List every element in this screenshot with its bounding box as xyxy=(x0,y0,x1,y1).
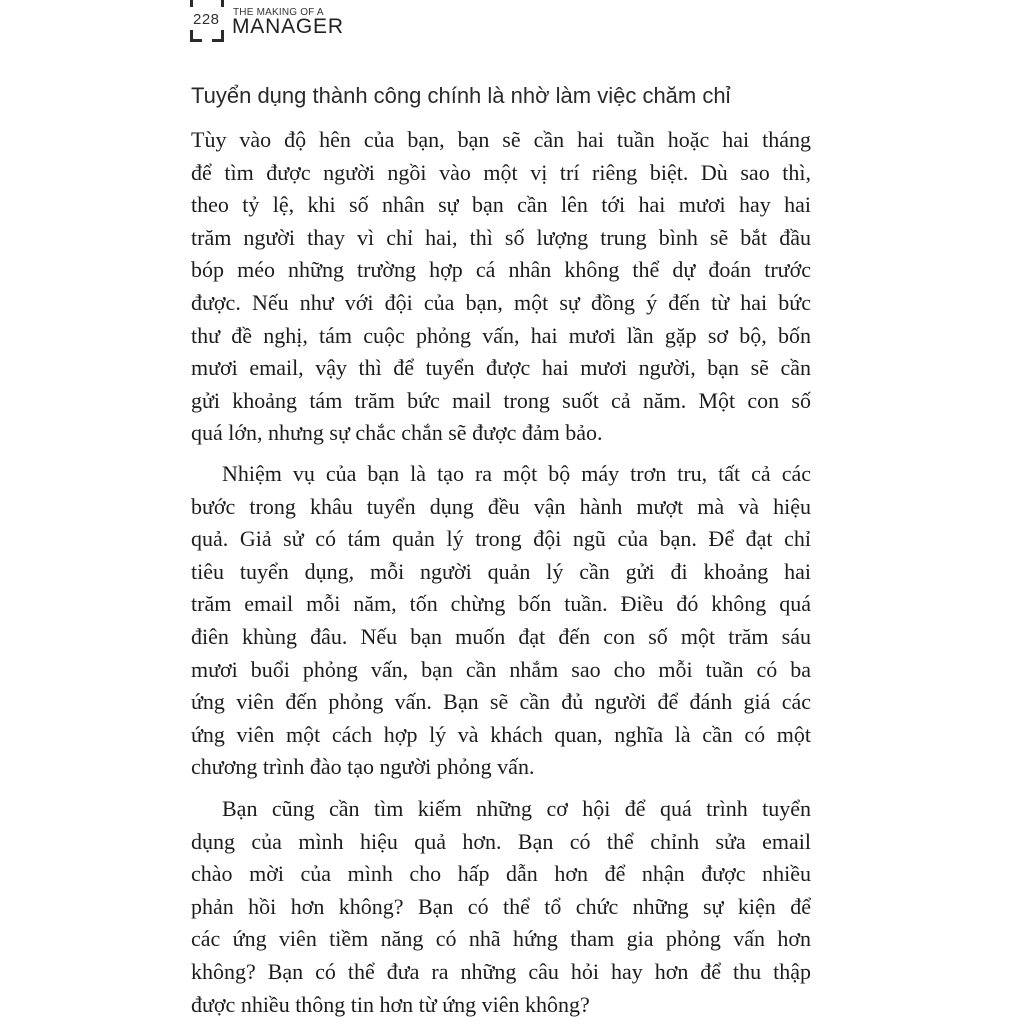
text-line: bóp méo những trường hợp cá nhân không thể dự đoán trước xyxy=(191,257,811,283)
text-line: bước trong khâu tuyển dụng đều vận hành mượt mà và hiệu xyxy=(191,493,811,519)
text-line: gửi khoảng tám trăm bức mail trong suốt cả năm. Một con số xyxy=(191,387,811,413)
text-line: quả. Giả sử có tám quản lý trong đội ngũ của bạn. Để đạt chỉ xyxy=(191,526,811,552)
text-line: ứng viên đến phỏng vấn. Bạn sẽ cần đủ người để đánh giá các xyxy=(191,689,811,715)
page-number: 228 xyxy=(193,11,220,28)
book-title-kicker: THE MAKING OF A xyxy=(233,7,324,18)
paragraph-2 xyxy=(191,458,811,784)
text-line: chương trình đào tạo người phỏng vấn. xyxy=(191,754,535,780)
page-number-frame xyxy=(190,0,202,7)
text-line: Bạn cũng cần tìm kiếm những cơ hội để quá trình tuyển xyxy=(222,796,811,821)
text-line: trăm người thay vì chỉ hai, thì số lượng trung bình sẽ bắt đầu xyxy=(191,224,811,250)
running-head xyxy=(190,0,390,44)
page-number-frame xyxy=(190,30,202,42)
text-line: được. Nếu như với đội của bạn, một sự đồng ý đến từ hai bức xyxy=(191,289,811,315)
text-line: ứng viên một cách hợp lý và khách quan, nghĩa là cần có một xyxy=(191,721,811,747)
text-line: phản hồi hơn không? Bạn có thể tổ chức những sự kiện để xyxy=(191,893,811,919)
text-line: tiêu tuyển dụng, mỗi người quản lý cần gửi đi khoảng hai xyxy=(191,558,811,584)
paragraph-1 xyxy=(191,124,811,450)
page-number-frame xyxy=(212,0,224,7)
text-line: theo tỷ lệ, khi số nhân sự bạn cần lên tới hai mươi hay hai xyxy=(191,192,811,218)
text-line: Nhiệm vụ của bạn là tạo ra một bộ máy trơn tru, tất cả các xyxy=(222,461,811,486)
text-line: điên khùng đâu. Nếu bạn muốn đạt đến con số một trăm sáu xyxy=(191,623,811,649)
text-line: mươi email, vậy thì để tuyển được hai mươi người, bạn sẽ cần xyxy=(191,355,811,381)
section-heading: Tuyển dụng thành công chính là nhờ làm việc chăm chỉ xyxy=(191,83,731,108)
text-line: các ứng viên tiềm năng có nhã hứng tham gia phỏng vấn hơn xyxy=(191,926,811,952)
text-line: được nhiều thông tin hơn từ ứng viên không? xyxy=(191,991,590,1017)
text-line: để tìm được người ngồi vào một vị trí riêng biệt. Dù sao thì, xyxy=(191,159,811,185)
text-line: dụng của mình hiệu quả hơn. Bạn có thể chỉnh sửa email xyxy=(191,828,811,854)
text-line: trăm email mỗi năm, tốn chừng bốn tuần. Điều đó không quá xyxy=(191,591,811,617)
text-line: mươi buổi phỏng vấn, bạn cần nhắm sao cho mỗi tuần có ba xyxy=(191,656,811,682)
text-line: thư đề nghị, tám cuộc phỏng vấn, hai mươi lần gặp sơ bộ, bốn xyxy=(191,322,811,348)
text-line: Tùy vào độ hên của bạn, bạn sẽ cần hai tuần hoặc hai tháng xyxy=(191,127,811,152)
text-line: quá lớn, nhưng sự chắc chắn sẽ được đảm bảo. xyxy=(191,420,603,446)
book-title: MANAGER xyxy=(232,15,344,38)
text-line: không? Bạn có thể đưa ra những câu hỏi hay hơn để thu thập xyxy=(191,958,811,984)
page-number-frame xyxy=(212,30,224,42)
paragraph-3 xyxy=(191,793,811,1021)
text-line: chào mời của mình cho hấp dẫn hơn để nhận được nhiều xyxy=(191,861,811,887)
